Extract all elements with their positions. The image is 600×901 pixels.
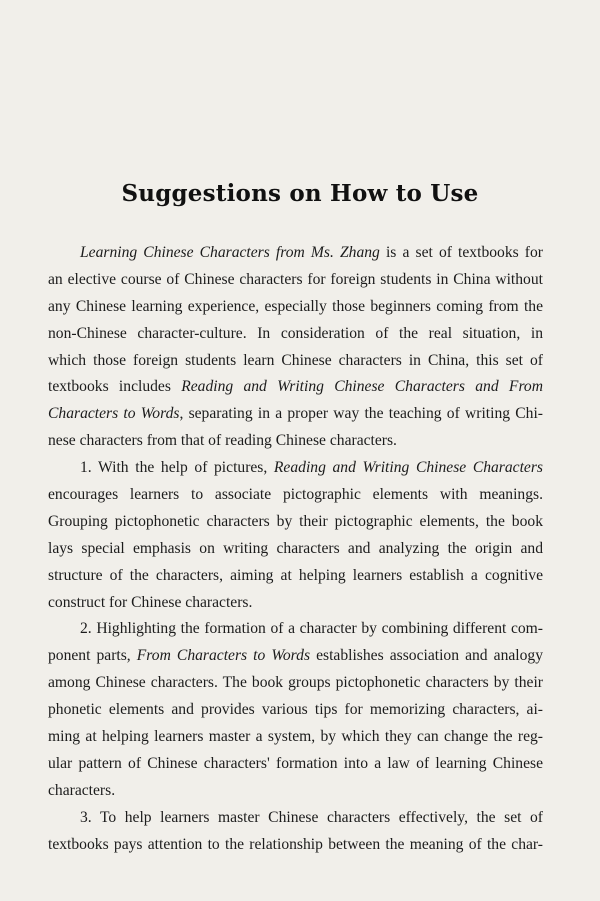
italic-title-segment: Reading and Writing Chinese Characters and From (181, 378, 543, 396)
text-segment: an elective course of Chinese characters for foreign students in China without (48, 270, 543, 288)
text-segment: textbooks includes (48, 378, 182, 396)
text-line (48, 536, 543, 563)
body-text (48, 240, 543, 858)
text-segment: structure of the characters, aiming at helping learners establish a cognitive (48, 566, 543, 584)
text-segment: , separating in a proper way the teaching of writing Chi- (179, 405, 543, 423)
text-segment: construct for Chinese characters. (48, 593, 253, 611)
text-segment: ular pattern of Chinese characters' formation into a law of learning Chinese (48, 754, 543, 772)
text-line (48, 563, 543, 590)
text-segment: 3. To help learners master Chinese characters effectively, the set of (80, 808, 543, 826)
text-line (48, 455, 543, 482)
text-segment: which those foreign students learn Chinese characters in China, this set of (48, 351, 543, 369)
text-line (48, 348, 543, 375)
italic-title-segment: Characters to Words (48, 405, 180, 423)
text-line (48, 590, 543, 617)
text-segment: establishes association and analogy (310, 647, 544, 665)
text-segment: among Chinese characters. The book groups pictophonetic characters by their (48, 674, 543, 692)
text-line (48, 428, 543, 455)
text-line (48, 751, 543, 778)
page-title: Suggestions on How to Use (121, 180, 479, 208)
text-line (48, 616, 543, 643)
text-line (48, 321, 543, 348)
text-segment: lays special emphasis on writing characters and analyzing the origin and (48, 539, 543, 557)
text-line (48, 832, 543, 859)
text-line (48, 509, 543, 536)
text-segment: characters. (48, 781, 116, 799)
text-line (48, 724, 543, 751)
italic-title-segment: From Characters to Words (136, 647, 311, 665)
text-segment: 2. Highlighting the formation of a character by combining different com- (80, 620, 543, 638)
text-line (48, 267, 543, 294)
text-line (48, 294, 543, 321)
text-line (48, 374, 543, 401)
text-line (48, 805, 543, 832)
text-segment: Grouping pictophonetic characters by their pictographic elements, the book (48, 512, 543, 530)
text-segment: encourages learners to associate pictographic elements with meanings. (48, 486, 543, 504)
text-segment: non-Chinese character-culture. In consideration of the real situation, in (48, 324, 543, 342)
text-segment: ming at helping learners master a system, by which they can change the reg- (48, 728, 543, 746)
text-line (48, 482, 543, 509)
text-segment: any Chinese learning experience, especially those beginners coming from the (48, 297, 543, 315)
text-segment: ponent parts, (48, 647, 137, 665)
text-line (48, 643, 543, 670)
text-segment: nese characters from that of reading Chinese characters. (48, 432, 397, 450)
text-segment: is a set of textbooks for (379, 244, 543, 261)
italic-title-segment: Reading and Writing Chinese Characters (273, 459, 543, 477)
text-segment: 1. With the help of pictures, (80, 459, 274, 477)
italic-title-segment: Learning Chinese Characters from Ms. Zhang (80, 244, 380, 261)
text-segment: phonetic elements and provides various tips for memorizing characters, ai- (48, 701, 543, 719)
text-line (48, 778, 543, 805)
text-line (48, 697, 543, 724)
text-line (48, 670, 543, 697)
text-segment: textbooks pays attention to the relationship between the meaning of the char- (48, 835, 543, 853)
text-line (48, 401, 543, 428)
text-line (48, 240, 543, 267)
